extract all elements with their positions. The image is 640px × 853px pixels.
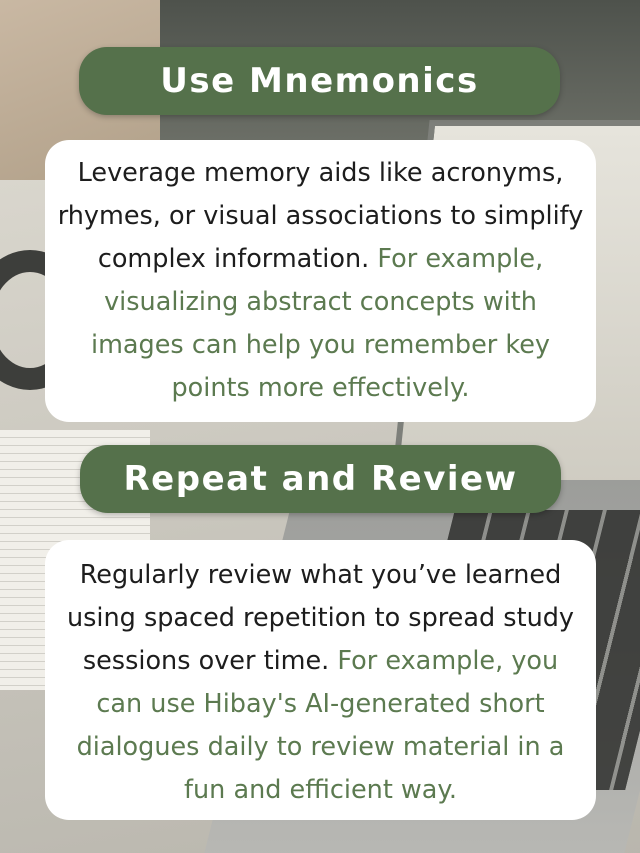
tip-example-text: For example, you can use Hibay's AI-generated short dialogues daily to review material in a fun and efficient way. [76, 646, 565, 805]
section-title-text: Repeat and Review [123, 459, 518, 499]
tip-body-text: Leverage memory aids like acronyms, rhymes, or visual associations to simplify complex information. [57, 158, 584, 274]
tip-body-text: Regularly review what you’ve learned using spaced repetition to spread study sessions over time. [66, 560, 575, 676]
tip-card-repeat-review [45, 540, 596, 820]
section-title-repeat-review [80, 445, 561, 513]
section-title-mnemonics [79, 47, 560, 115]
tip-example-text: For example, visualizing abstract concepts with images can help you remember key points more effectively. [91, 244, 550, 403]
tip-card-mnemonics [45, 140, 596, 422]
section-title-text: Use Mnemonics [160, 61, 479, 101]
